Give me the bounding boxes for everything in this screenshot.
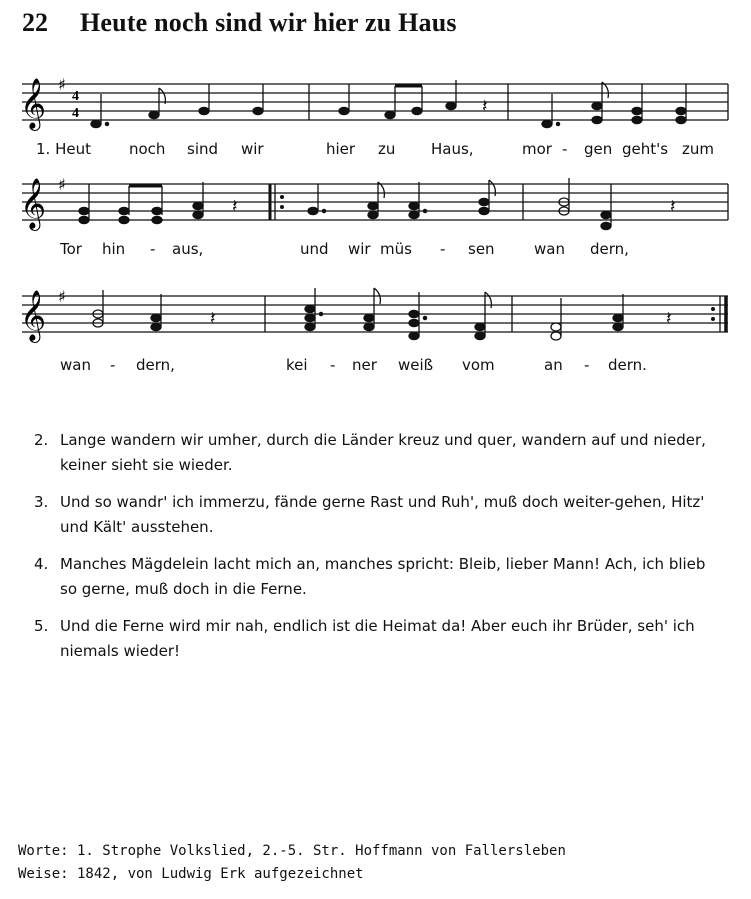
lyric-syllable: zu	[378, 140, 396, 158]
lyric-syllable: an	[544, 356, 563, 374]
lyric-syllable: gen	[584, 140, 613, 158]
verse-number: 2.	[34, 431, 49, 449]
lyrics-line-3	[0, 356, 751, 378]
lyric-syllable: 1. Heut	[36, 140, 91, 158]
lyric-syllable: -	[562, 140, 568, 158]
lyric-syllable: -	[330, 356, 336, 374]
sharp-icon: ♯	[58, 287, 66, 306]
staff-lines	[22, 84, 728, 120]
lyric-syllable: hin	[102, 240, 126, 258]
lyric-syllable: geht's	[622, 140, 669, 158]
lyric-syllable: dern.	[608, 356, 647, 374]
lyric-syllable: dern,	[136, 356, 175, 374]
treble-clef-icon: 𝄞	[20, 78, 47, 129]
verse-5	[34, 614, 724, 664]
staff-system-1	[0, 60, 751, 140]
svg-text:𝄽: 𝄽	[670, 196, 676, 217]
svg-text:𝄽: 𝄽	[666, 308, 672, 329]
verse-text: Manches Mägdelein lacht mich an, manches spricht: Bleib, lieber Mann! Ach, ich blieb so gerne, muß doch in die Ferne.	[60, 555, 706, 598]
lyric-syllable: -	[110, 356, 116, 374]
song-number: 22	[22, 8, 48, 37]
verses	[34, 428, 724, 676]
treble-clef-icon: 𝄞	[20, 178, 47, 229]
lyric-syllable: wan	[534, 240, 565, 258]
song-title: Heute noch sind wir hier zu Haus	[80, 8, 457, 37]
credits-words: Worte: 1. Strophe Volkslied, 2.-5. Str. Hoffmann von Fallersleben	[18, 843, 566, 859]
staff-system-3	[0, 272, 751, 362]
lyrics-line-2	[0, 240, 751, 262]
lyric-syllable: Haus,	[431, 140, 474, 158]
credits	[18, 840, 566, 886]
svg-text:𝄽: 𝄽	[210, 308, 216, 329]
verse-text: Und die Ferne wird mir nah, endlich ist die Heimat da! Aber euch ihr Brüder, seh' ich niemals wieder!	[60, 617, 695, 660]
sharp-icon: ♯	[58, 75, 66, 94]
svg-text:4: 4	[72, 106, 79, 121]
lyric-syllable: noch	[129, 140, 166, 158]
lyric-syllable: dern,	[590, 240, 629, 258]
lyric-syllable: weiß	[398, 356, 434, 374]
verse-3	[34, 490, 724, 540]
verse-text: Und so wandr' ich immerzu, fände gerne Rast und Ruh', muß doch weiter-gehen, Hitz' und Kält' ausstehen.	[60, 493, 705, 536]
lyrics-line-1	[0, 140, 751, 162]
lyric-syllable: vom	[462, 356, 495, 374]
verse-number: 4.	[34, 555, 49, 573]
time-signature	[72, 89, 79, 121]
lyric-syllable: -	[584, 356, 590, 374]
sharp-icon: ♯	[58, 175, 66, 194]
verse-number: 3.	[34, 493, 49, 511]
lyric-syllable: kei	[286, 356, 308, 374]
lyric-syllable: ner	[352, 356, 377, 374]
lyric-syllable: sind	[187, 140, 219, 158]
lyric-syllable: wir	[241, 140, 264, 158]
staff-system-2	[0, 160, 751, 240]
lyric-syllable: sen	[468, 240, 495, 258]
lyric-syllable: mor	[522, 140, 552, 158]
notes	[79, 178, 676, 230]
verse-number: 5.	[34, 617, 49, 635]
verse-2	[34, 428, 724, 478]
lyric-syllable: wan	[60, 356, 91, 374]
lyric-syllable: aus,	[172, 240, 204, 258]
verse-text: Lange wandern wir umher, durch die Länder kreuz und quer, wandern auf und nieder, keiner sieht sie wieder.	[60, 431, 706, 474]
verse-4	[34, 552, 724, 602]
lyric-syllable: hier	[326, 140, 356, 158]
lyric-syllable: und	[300, 240, 329, 258]
svg-text:𝄽: 𝄽	[232, 196, 238, 217]
svg-text:4: 4	[72, 89, 79, 104]
treble-clef-icon: 𝄞	[20, 290, 47, 341]
lyric-syllable: zum	[682, 140, 714, 158]
lyric-syllable: -	[440, 240, 446, 258]
svg-text:𝄽: 𝄽	[482, 96, 488, 117]
lyric-syllable: -	[150, 240, 156, 258]
lyric-syllable: müs	[380, 240, 412, 258]
credits-tune: Weise: 1842, von Ludwig Erk aufgezeichnet	[18, 866, 364, 882]
lyric-syllable: wir	[348, 240, 371, 258]
lyric-syllable: Tor	[60, 240, 82, 258]
